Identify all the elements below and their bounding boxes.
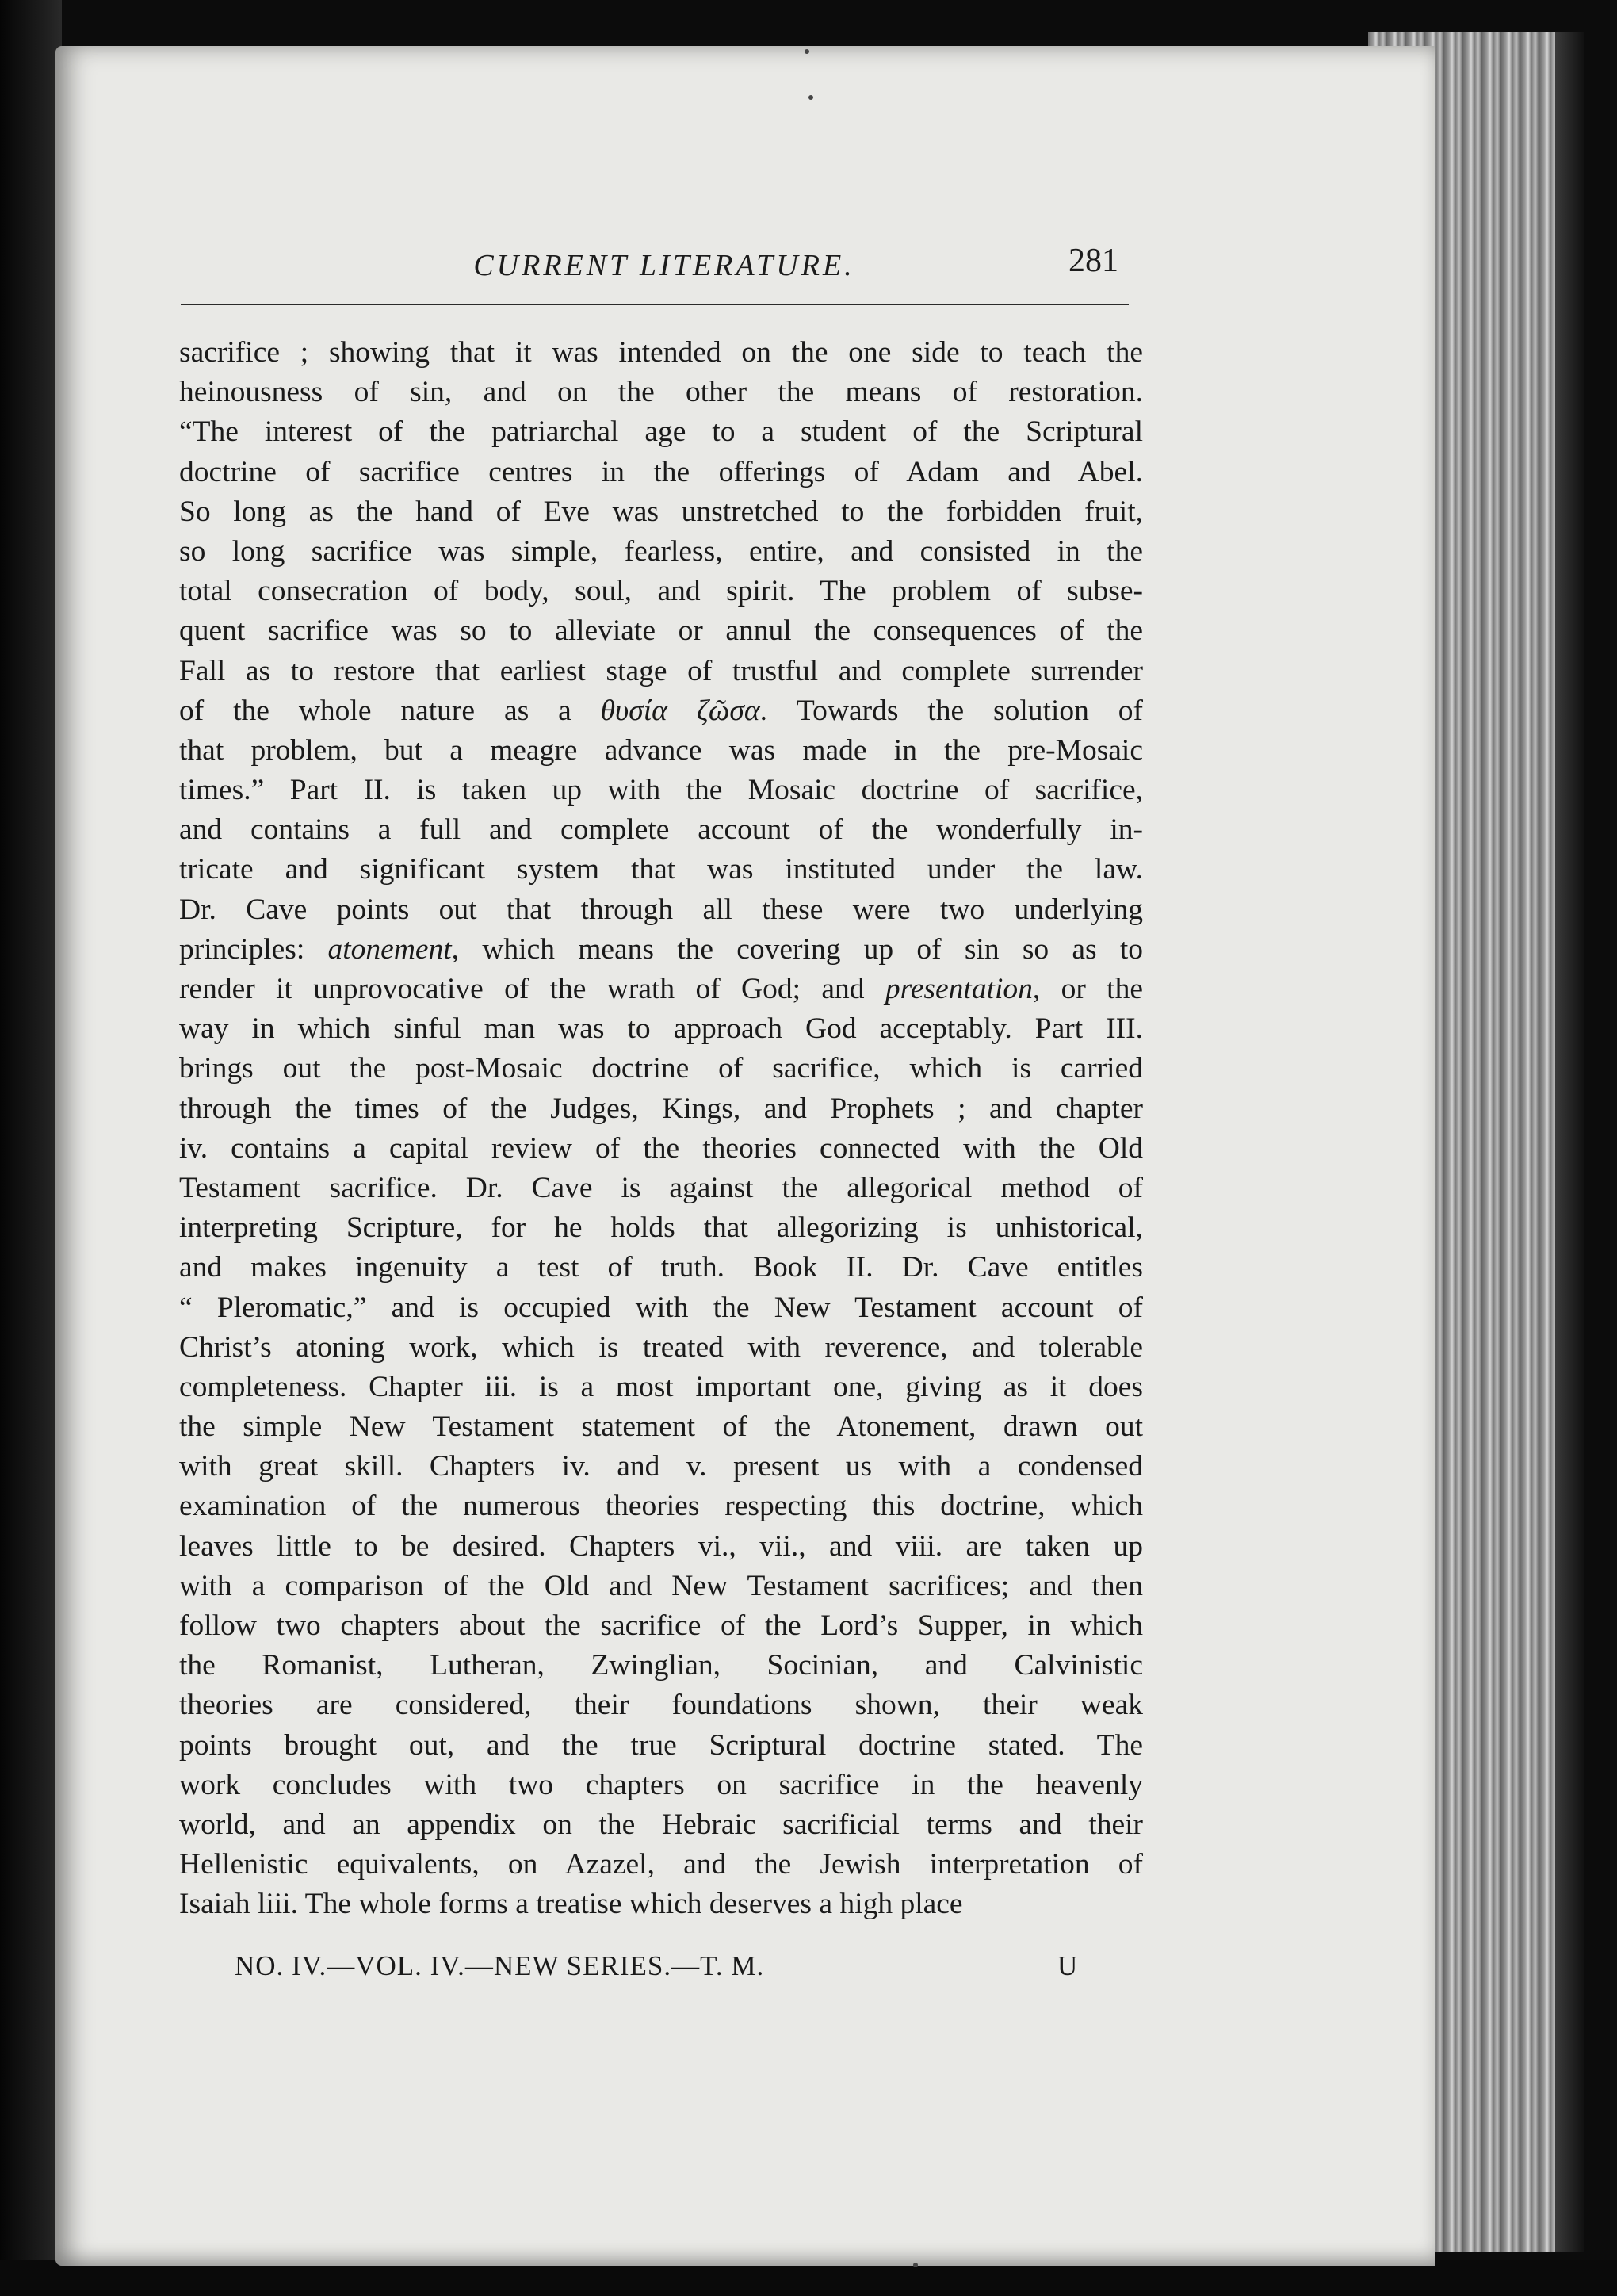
text-line: through the times of the Judges, Kings, and Prophets ; and chapter: [179, 1092, 1143, 1125]
scan-speck: [805, 49, 809, 54]
page-footer: [235, 1950, 1107, 1990]
page-header: [181, 242, 1129, 305]
text-line: principles: atonement, which means the covering up of sin so as to: [179, 932, 1143, 966]
signature-mark: U: [1057, 1950, 1079, 1981]
text-line: work concludes with two chapters on sacrifice in the heavenly: [179, 1768, 1143, 1801]
text-line: tricate and significant system that was instituted under the law.: [179, 853, 1143, 886]
running-head: CURRENT LITERATURE.: [473, 249, 855, 282]
text-line: total consecration of body, soul, and spirit. The problem of subse-: [179, 575, 1143, 608]
text-line: Testament sacrifice. Dr. Cave is against the allegorical method of: [179, 1171, 1143, 1204]
text-line: Dr. Cave points out that through all these were two underlying: [179, 893, 1143, 926]
issue-line: NO. IV.—VOL. IV.—NEW SERIES.—T. M.: [235, 1950, 765, 1981]
text-line: points brought out, and the true Scriptural doctrine stated. The: [179, 1728, 1143, 1762]
text-line: doctrine of sacrifice centres in the offerings of Adam and Abel.: [179, 455, 1143, 488]
text-line: the Romanist, Lutheran, Zwinglian, Socinian, and Calvinistic: [179, 1649, 1143, 1682]
text-line: sacrifice ; showing that it was intended on the one side to teach the: [179, 336, 1143, 369]
text-line: “The interest of the patriarchal age to a student of the Scriptural: [179, 415, 1143, 449]
text-line: with great skill. Chapters iv. and v. present us with a condensed: [179, 1450, 1143, 1483]
text-line: So long as the hand of Eve was unstretched to the forbidden fruit,: [179, 495, 1143, 528]
text-line: Hellenistic equivalents, on Azazel, and the Jewish interpretation of: [179, 1848, 1143, 1881]
text-line: brings out the post-Mosaic doctrine of sacrifice, which is carried: [179, 1052, 1143, 1085]
text-line: leaves little to be desired. Chapters vi., vii., and viii. are taken up: [179, 1529, 1143, 1563]
text-line: and makes ingenuity a test of truth. Book II. Dr. Cave entitles: [179, 1251, 1143, 1284]
text-line: interpreting Scripture, for he holds that allegorizing is unhistorical,: [179, 1211, 1143, 1245]
text-line: Christ’s atoning work, which is treated with reverence, and tolerable: [179, 1330, 1143, 1364]
text-line: world, and an appendix on the Hebraic sacrificial terms and their: [179, 1808, 1143, 1841]
text-line: theories are considered, their foundations shown, their weak: [179, 1689, 1143, 1722]
body-text: [179, 333, 1143, 1925]
text-line: and contains a full and complete account of the wonderfully in-: [179, 813, 1143, 847]
text-line: so long sacrifice was simple, fearless, entire, and consisted in the: [179, 534, 1143, 568]
text-line: examination of the numerous theories respecting this doctrine, which: [179, 1490, 1143, 1523]
text-line: quent sacrifice was so to alleviate or annul the consequences of the: [179, 614, 1143, 648]
text-line: follow two chapters about the sacrifice of the Lord’s Supper, in which: [179, 1609, 1143, 1642]
scan-speck: [913, 2263, 918, 2267]
text-line: “ Pleromatic,” and is occupied with the New Testament account of: [179, 1291, 1143, 1324]
text-line: that problem, but a meagre advance was made in the pre-Mosaic: [179, 733, 1143, 767]
text-line: with a comparison of the Old and New Testament sacrifices; and then: [179, 1569, 1143, 1602]
text-line: heinousness of sin, and on the other the means of restoration.: [179, 376, 1143, 409]
page-number: 281: [1068, 243, 1118, 279]
text-line: iv. contains a capital review of the theories connected with the Old: [179, 1131, 1143, 1165]
text-line: the simple New Testament statement of the Atonement, drawn out: [179, 1410, 1143, 1444]
gutter-shadow: [0, 0, 62, 2296]
text-line: Fall as to restore that earliest stage of trustful and complete surrender: [179, 654, 1143, 687]
text-line: Isaiah liii. The whole forms a treatise which deserves a high place: [179, 1888, 963, 1921]
text-line: times.” Part II. is taken up with the Mosaic doctrine of sacrifice,: [179, 774, 1143, 807]
scan-speck: [808, 95, 813, 100]
text-line: of the whole nature as a θυσία ζῶσα. Towards the solution of: [179, 694, 1143, 727]
text-line: way in which sinful man was to approach God acceptably. Part III.: [179, 1012, 1143, 1046]
text-line: completeness. Chapter iii. is a most important one, giving as it does: [179, 1370, 1143, 1403]
text-line: render it unprovocative of the wrath of God; and presentation, or the: [179, 973, 1143, 1005]
